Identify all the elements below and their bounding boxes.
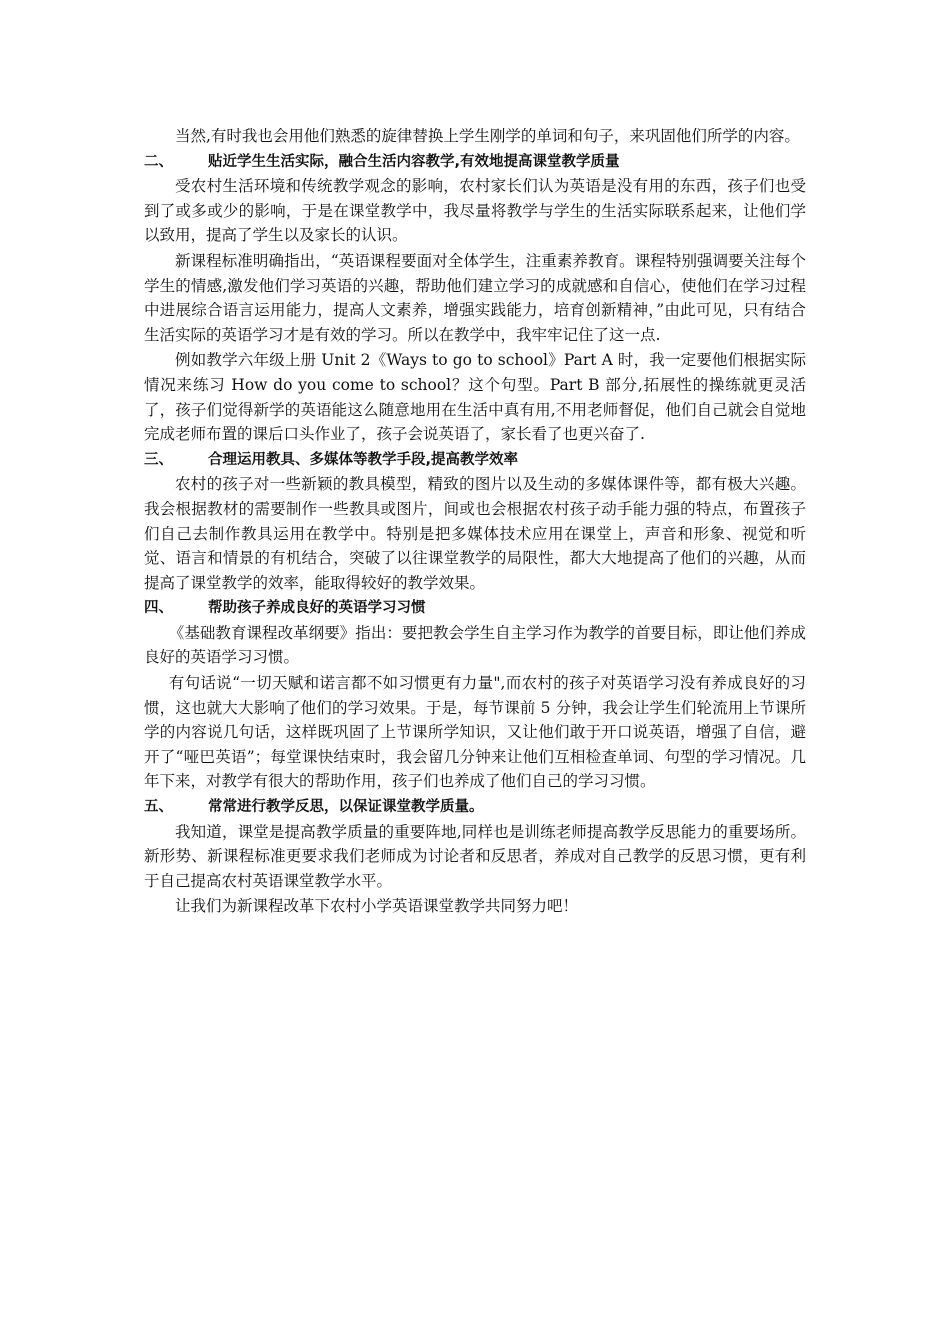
- section-5-paragraph-1: 我知道，课堂是提高教学质量的重要阵地,同样也是训练老师提高教学反思能力的重要场所。新形势、新课程标准更要求我们老师成为讨论者和反思者，养成对自己教学的反思习惯，更有利于自己提高农村英语课堂教学水平。: [144, 822, 806, 890]
- section-number: 二、: [144, 153, 173, 170]
- section-title: 贴近学生生活实际，融合生活内容教学,有效地提高课堂教学质量: [208, 153, 620, 170]
- section-heading-2: [144, 150, 806, 175]
- section-3-paragraph-1: 农村的孩子对一些新颖的教具模型，精致的图片以及生动的多媒体课件等，都有极大兴趣。我会根据教材的需要制作一些教具或图片，间或也会根据农村孩子动手能力强的特点，布置孩子们自己去制作教具运用在教学中。特别是把多媒体技术应用在课堂上，声音和形象、视觉和听觉、语言和情景的有机结合，突破了以往课堂教学的局限性，都大大地提高了他们的兴趣，从而提高了课堂教学的效率，能取得较好的教学效果。: [144, 475, 806, 592]
- section-4-paragraph-1: 《基础教育课程改革纲要》指出：要把教会学生自主学习作为教学的首要目标，即让他们养成良好的英语学习习惯。: [144, 623, 806, 667]
- intro-paragraph: 当然,有时我也会用他们熟悉的旋律替换上学生刚学的单词和句子，来巩固他们所学的内容。: [175, 127, 800, 145]
- section-number: 四、: [144, 600, 173, 617]
- section-2-paragraph-2: 新课程标准明确指出，“英语课程要面对全体学生，注重素养教育。课程特别强调要关注每个学生的情感,激发他们学习英语的兴趣，帮助他们建立学习的成就感和自信心，使他们在学习过程中进展综合语言运用能力，提高人文素养，增强实践能力，培育创新精神，”由此可见，只有结合生活实际的英语学习才是有效的学习。所以在教学中，我牢牢记住了这一点.: [144, 251, 806, 344]
- section-2-paragraph-1: 受农村生活环境和传统教学观念的影响，农村家长们认为英语是没有用的东西，孩子们也受到了或多或少的影响，于是在课堂教学中，我尽量将教学与学生的生活实际联系起来，让他们学以致用，提高了学生以及家长的认识。: [144, 177, 806, 245]
- section-heading-3: [144, 448, 806, 473]
- section-number: 三、: [144, 451, 173, 468]
- section-title: 帮助孩子养成良好的英语学习习惯: [208, 600, 426, 617]
- section-number: 五、: [144, 799, 173, 816]
- section-title: 合理运用教具、多媒体等教学手段,提高教学效率: [208, 451, 519, 468]
- closing-paragraph: 让我们为新课程改革下农村小学英语课堂教学共同努力吧！: [175, 897, 579, 916]
- section-heading-5: [144, 795, 806, 820]
- section-2-paragraph-3: 例如教学六年级上册 Unit 2《Ways to go to school》Part A 时，我一定要他们根据实际情况来练习 How do you come to school？这个句型。Part B 部分,拓展性的操练就更灵活了，孩子们觉得新学的英语能这么随意地用在生活中真有用,不用老师督促，他们自己就会自觉地完成老师布置的课后口头作业了，孩子会说英语了，家长看了也更兴奋了.: [144, 351, 806, 444]
- section-4-paragraph-2: 有句话说“一切天赋和诺言都不如习惯更有力量",而农村的孩子对英语学习没有养成良好的习惯，这也就大大影响了他们的学习效果。于是，每节课前 5 分钟，我会让学生们轮流用上节课所学的内容说几句话，这样既巩固了上节课所学知识，又让他们敢于开口说英语，增强了自信，避开了“哑巴英语”；每堂课快结束时，我会留几分钟来让他们互相检查单词、句型的学习情况。几年下来，对教学有很大的帮助作用，孩子们也养成了他们自己的学习习惯。: [144, 674, 806, 791]
- section-title: 常常进行教学反思，以保证课堂教学质量。: [208, 799, 484, 816]
- document-body: [144, 124, 806, 920]
- section-heading-4: [144, 596, 806, 621]
